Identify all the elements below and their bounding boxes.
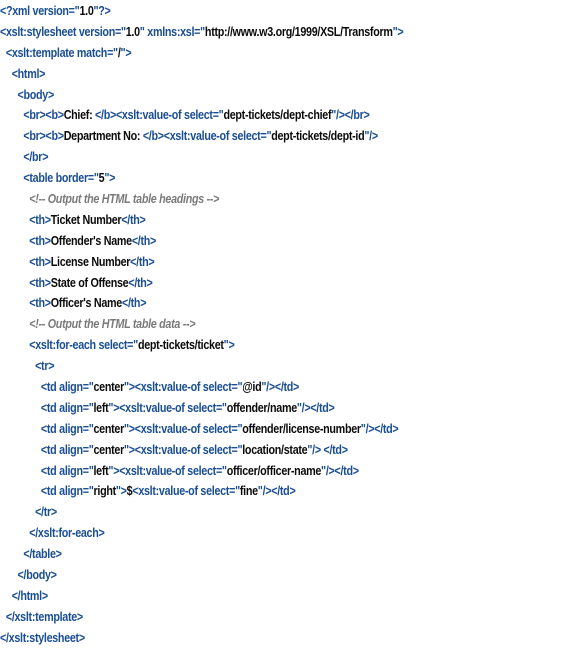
markup-token: <td align=" (40, 442, 94, 457)
markup-token: <th> (29, 212, 51, 227)
markup-token: </th> (130, 254, 155, 269)
markup-token: "><xslt:value-of select=" (108, 400, 227, 415)
markup-token: <td align=" (40, 484, 94, 499)
text-token: officer/officer-name (226, 463, 322, 478)
markup-token: <td align=" (40, 421, 94, 436)
code-line (0, 314, 503, 335)
code-line (0, 273, 503, 294)
code-line (0, 586, 503, 607)
text-token: dept-tickets/dept-id (271, 129, 365, 144)
markup-token: </th> (121, 212, 146, 227)
code-line (0, 43, 503, 64)
markup-token: <xslt:template match=" (5, 45, 118, 60)
markup-token: <tr> (35, 359, 55, 374)
markup-token: <?xml version=" (0, 4, 80, 18)
markup-token: "/></td> (360, 421, 399, 436)
code-line (0, 231, 503, 252)
code-line (0, 147, 503, 168)
text-token: License Number (50, 254, 131, 269)
markup-token: </b><xslt:value-of select=" (95, 108, 224, 123)
markup-token: "?> (93, 4, 111, 18)
text-token: dept-tickets/dept-chief (223, 108, 332, 123)
code-line (0, 1, 503, 22)
markup-token: </body> (17, 568, 57, 583)
markup-token: </xslt:stylesheet> (0, 630, 85, 645)
text-token: Chief: (63, 108, 96, 123)
text-token: @id (242, 380, 262, 395)
markup-token: <xslt:for-each select=" (29, 338, 138, 353)
code-line (0, 64, 503, 85)
markup-token: "> (223, 338, 235, 353)
markup-token: "><xslt:value-of select=" (108, 463, 227, 478)
markup-token: <xslt:value-of select=" (132, 484, 240, 499)
text-token: fine (239, 484, 258, 499)
markup-token: </th> (131, 233, 157, 248)
text-token: 1.0 (79, 4, 94, 18)
markup-token: <th> (29, 233, 51, 248)
code-line (0, 126, 503, 147)
markup-token: <td align=" (40, 463, 94, 478)
code-line (0, 565, 503, 586)
markup-token: "><xslt:value-of select=" (123, 442, 243, 457)
code-line (0, 461, 503, 482)
comment-token: <!-- Output the HTML table data --> (29, 317, 196, 332)
code-line (0, 189, 503, 210)
text-token: http://www.w3.org/1999/XSL/Transform (204, 24, 393, 39)
code-line (0, 210, 503, 231)
markup-token: </th> (121, 296, 147, 311)
text-token: Department No: (63, 129, 143, 144)
code-line (0, 252, 503, 273)
code-line (0, 293, 503, 314)
text-token: center (93, 421, 124, 436)
text-token: left (93, 400, 109, 415)
markup-token: <html> (11, 66, 46, 81)
markup-token: <th> (29, 275, 51, 290)
markup-token: " xmlns:xsl=" (139, 24, 205, 39)
code-line (0, 335, 503, 356)
markup-token: </table> (23, 547, 62, 562)
markup-token: </xslt:template> (5, 609, 83, 624)
markup-token: </xslt:for-each> (29, 526, 105, 541)
code-line (0, 523, 503, 544)
text-token: Officer's Name (50, 296, 122, 311)
code-line (0, 356, 503, 377)
markup-token: "> (104, 171, 116, 186)
markup-token: <body> (17, 87, 54, 102)
text-token: 5 (98, 171, 105, 186)
markup-token: </br> (23, 150, 49, 165)
markup-token: "/></td> (296, 400, 335, 415)
markup-token: "/> (364, 129, 378, 144)
code-line (0, 544, 503, 565)
text-token: Ticket Number (50, 212, 122, 227)
markup-token: "/></br> (331, 108, 370, 123)
markup-token: "> (115, 484, 127, 499)
text-token: left (93, 463, 109, 478)
markup-token: <br><b> (23, 108, 64, 123)
text-token: Offender's Name (50, 233, 132, 248)
text-token: right (93, 484, 116, 499)
code-line (0, 105, 503, 126)
text-token: center (93, 442, 124, 457)
comment-token: <!-- Output the HTML table headings --> (29, 192, 220, 207)
markup-token: </html> (11, 588, 48, 603)
text-token: offender/name (226, 400, 297, 415)
text-token: location/state (242, 442, 308, 457)
text-token: State of Offense (50, 275, 129, 290)
code-line (0, 22, 503, 43)
markup-token: "/></td> (261, 380, 300, 395)
text-token: $ (126, 484, 133, 499)
markup-token: </b><xslt:value-of select=" (142, 129, 272, 144)
markup-token: "> (392, 24, 404, 39)
markup-token: "> (120, 45, 132, 60)
code-line (0, 377, 503, 398)
code-line (0, 85, 503, 106)
markup-token: <br><b> (23, 129, 64, 144)
markup-token: <xslt:stylesheet version=" (0, 24, 126, 39)
markup-token: </tr> (35, 505, 57, 520)
markup-token: </th> (128, 275, 153, 290)
code-line (0, 398, 503, 419)
code-line (0, 419, 503, 440)
markup-token: "><xslt:value-of select=" (123, 380, 243, 395)
text-token: center (93, 380, 124, 395)
markup-token: "/> </td> (307, 442, 348, 457)
code-line (0, 481, 503, 502)
markup-token: <th> (29, 254, 51, 269)
markup-token: "/></td> (257, 484, 296, 499)
markup-token: <table border=" (23, 171, 99, 186)
code-line (0, 502, 503, 523)
text-token: 1.0 (125, 24, 140, 39)
markup-token: "/></td> (321, 463, 359, 478)
code-line (0, 168, 503, 189)
markup-token: "><xslt:value-of select=" (123, 421, 243, 436)
markup-token: <td align=" (40, 400, 94, 415)
markup-token: <th> (29, 296, 51, 311)
markup-token: <td align=" (40, 380, 94, 395)
text-token: / (117, 45, 121, 60)
code-line (0, 607, 503, 628)
code-line (0, 440, 503, 461)
text-token: offender/license-number (242, 421, 361, 436)
code-line (0, 628, 503, 649)
text-token: dept-tickets/ticket (137, 338, 224, 353)
